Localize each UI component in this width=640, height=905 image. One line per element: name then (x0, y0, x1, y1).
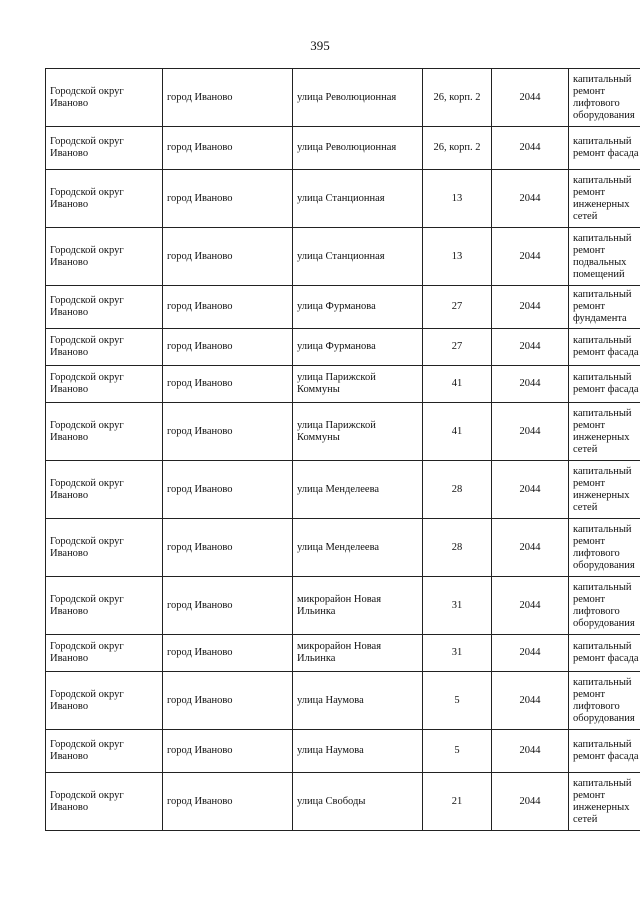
city-cell: город Иваново (163, 170, 293, 228)
year-cell: 2044 (492, 403, 569, 461)
city-cell: город Иваново (163, 329, 293, 366)
street-cell: улица Свободы (293, 773, 423, 831)
house-cell: 13 (423, 170, 492, 228)
house-cell: 27 (423, 286, 492, 329)
work-type-cell: капитальный ремонт фасада (569, 635, 640, 672)
street-cell: микрорайон Новая Ильинка (293, 577, 423, 635)
city-cell: город Иваново (163, 730, 293, 773)
table-row (46, 672, 640, 730)
work-type-cell: капитальный ремонт лифтового оборудования (569, 672, 640, 730)
city-cell: город Иваново (163, 127, 293, 170)
district-cell: Городской округ Иваново (46, 69, 163, 127)
street-cell: улица Фурманова (293, 286, 423, 329)
district-cell: Городской округ Иваново (46, 366, 163, 403)
house-cell: 41 (423, 366, 492, 403)
table-row (46, 286, 640, 329)
street-cell: улица Революционная (293, 127, 423, 170)
city-cell: город Иваново (163, 635, 293, 672)
street-cell: улица Менделеева (293, 461, 423, 519)
city-cell: город Иваново (163, 286, 293, 329)
table-row (46, 228, 640, 286)
work-type-cell: капитальный ремонт фундамента (569, 286, 640, 329)
work-type-cell: капитальный ремонт лифтового оборудования (569, 519, 640, 577)
work-type-cell: капитальный ремонт фасада (569, 127, 640, 170)
city-cell: город Иваново (163, 461, 293, 519)
district-cell: Городской округ Иваново (46, 228, 163, 286)
year-cell: 2044 (492, 286, 569, 329)
table-row (46, 69, 640, 127)
year-cell: 2044 (492, 672, 569, 730)
district-cell: Городской округ Иваново (46, 577, 163, 635)
house-cell: 27 (423, 329, 492, 366)
work-type-cell: капитальный ремонт инженерных сетей (569, 773, 640, 831)
work-type-cell: капитальный ремонт лифтового оборудования (569, 69, 640, 127)
work-type-cell: капитальный ремонт фасада (569, 730, 640, 773)
work-type-cell: капитальный ремонт фасада (569, 366, 640, 403)
year-cell: 2044 (492, 461, 569, 519)
street-cell: улица Станционная (293, 170, 423, 228)
city-cell: город Иваново (163, 577, 293, 635)
work-type-cell: капитальный ремонт инженерных сетей (569, 403, 640, 461)
house-cell: 31 (423, 577, 492, 635)
street-cell: улица Наумова (293, 672, 423, 730)
year-cell: 2044 (492, 635, 569, 672)
city-cell: город Иваново (163, 228, 293, 286)
district-cell: Городской округ Иваново (46, 403, 163, 461)
table-row (46, 461, 640, 519)
house-cell: 5 (423, 730, 492, 773)
street-cell: улица Фурманова (293, 329, 423, 366)
house-cell: 26, корп. 2 (423, 127, 492, 170)
house-cell: 28 (423, 519, 492, 577)
year-cell: 2044 (492, 730, 569, 773)
house-cell: 28 (423, 461, 492, 519)
street-cell: улица Наумова (293, 730, 423, 773)
page-number: 395 (310, 38, 330, 53)
table-row (46, 127, 640, 170)
work-type-cell: капитальный ремонт лифтового оборудования (569, 577, 640, 635)
district-cell: Городской округ Иваново (46, 773, 163, 831)
district-cell: Городской округ Иваново (46, 329, 163, 366)
year-cell: 2044 (492, 170, 569, 228)
table-row (46, 366, 640, 403)
house-cell: 5 (423, 672, 492, 730)
district-cell: Городской округ Иваново (46, 170, 163, 228)
street-cell: улица Станционная (293, 228, 423, 286)
table-row (46, 577, 640, 635)
table-row (46, 635, 640, 672)
year-cell: 2044 (492, 577, 569, 635)
street-cell: улица Парижской Коммуны (293, 403, 423, 461)
work-type-cell: капитальный ремонт подвальных помещений (569, 228, 640, 286)
table-row (46, 730, 640, 773)
district-cell: Городской округ Иваново (46, 730, 163, 773)
table-row (46, 329, 640, 366)
district-cell: Городской округ Иваново (46, 519, 163, 577)
table-row (46, 170, 640, 228)
year-cell: 2044 (492, 773, 569, 831)
work-type-cell: капитальный ремонт инженерных сетей (569, 170, 640, 228)
work-type-cell: капитальный ремонт инженерных сетей (569, 461, 640, 519)
street-cell: улица Революционная (293, 69, 423, 127)
city-cell: город Иваново (163, 366, 293, 403)
year-cell: 2044 (492, 329, 569, 366)
house-cell: 41 (423, 403, 492, 461)
district-cell: Городской округ Иваново (46, 286, 163, 329)
year-cell: 2044 (492, 69, 569, 127)
city-cell: город Иваново (163, 69, 293, 127)
house-cell: 26, корп. 2 (423, 69, 492, 127)
district-cell: Городской округ Иваново (46, 635, 163, 672)
city-cell: город Иваново (163, 519, 293, 577)
district-cell: Городской округ Иваново (46, 672, 163, 730)
street-cell: микрорайон Новая Ильинка (293, 635, 423, 672)
repair-schedule-table (45, 68, 640, 831)
table-row (46, 403, 640, 461)
table-row (46, 519, 640, 577)
city-cell: город Иваново (163, 672, 293, 730)
city-cell: город Иваново (163, 403, 293, 461)
district-cell: Городской округ Иваново (46, 461, 163, 519)
street-cell: улица Менделеева (293, 519, 423, 577)
year-cell: 2044 (492, 127, 569, 170)
house-cell: 21 (423, 773, 492, 831)
year-cell: 2044 (492, 519, 569, 577)
house-cell: 13 (423, 228, 492, 286)
city-cell: город Иваново (163, 773, 293, 831)
district-cell: Городской округ Иваново (46, 127, 163, 170)
year-cell: 2044 (492, 228, 569, 286)
table-row (46, 773, 640, 831)
street-cell: улица Парижской Коммуны (293, 366, 423, 403)
house-cell: 31 (423, 635, 492, 672)
year-cell: 2044 (492, 366, 569, 403)
work-type-cell: капитальный ремонт фасада (569, 329, 640, 366)
